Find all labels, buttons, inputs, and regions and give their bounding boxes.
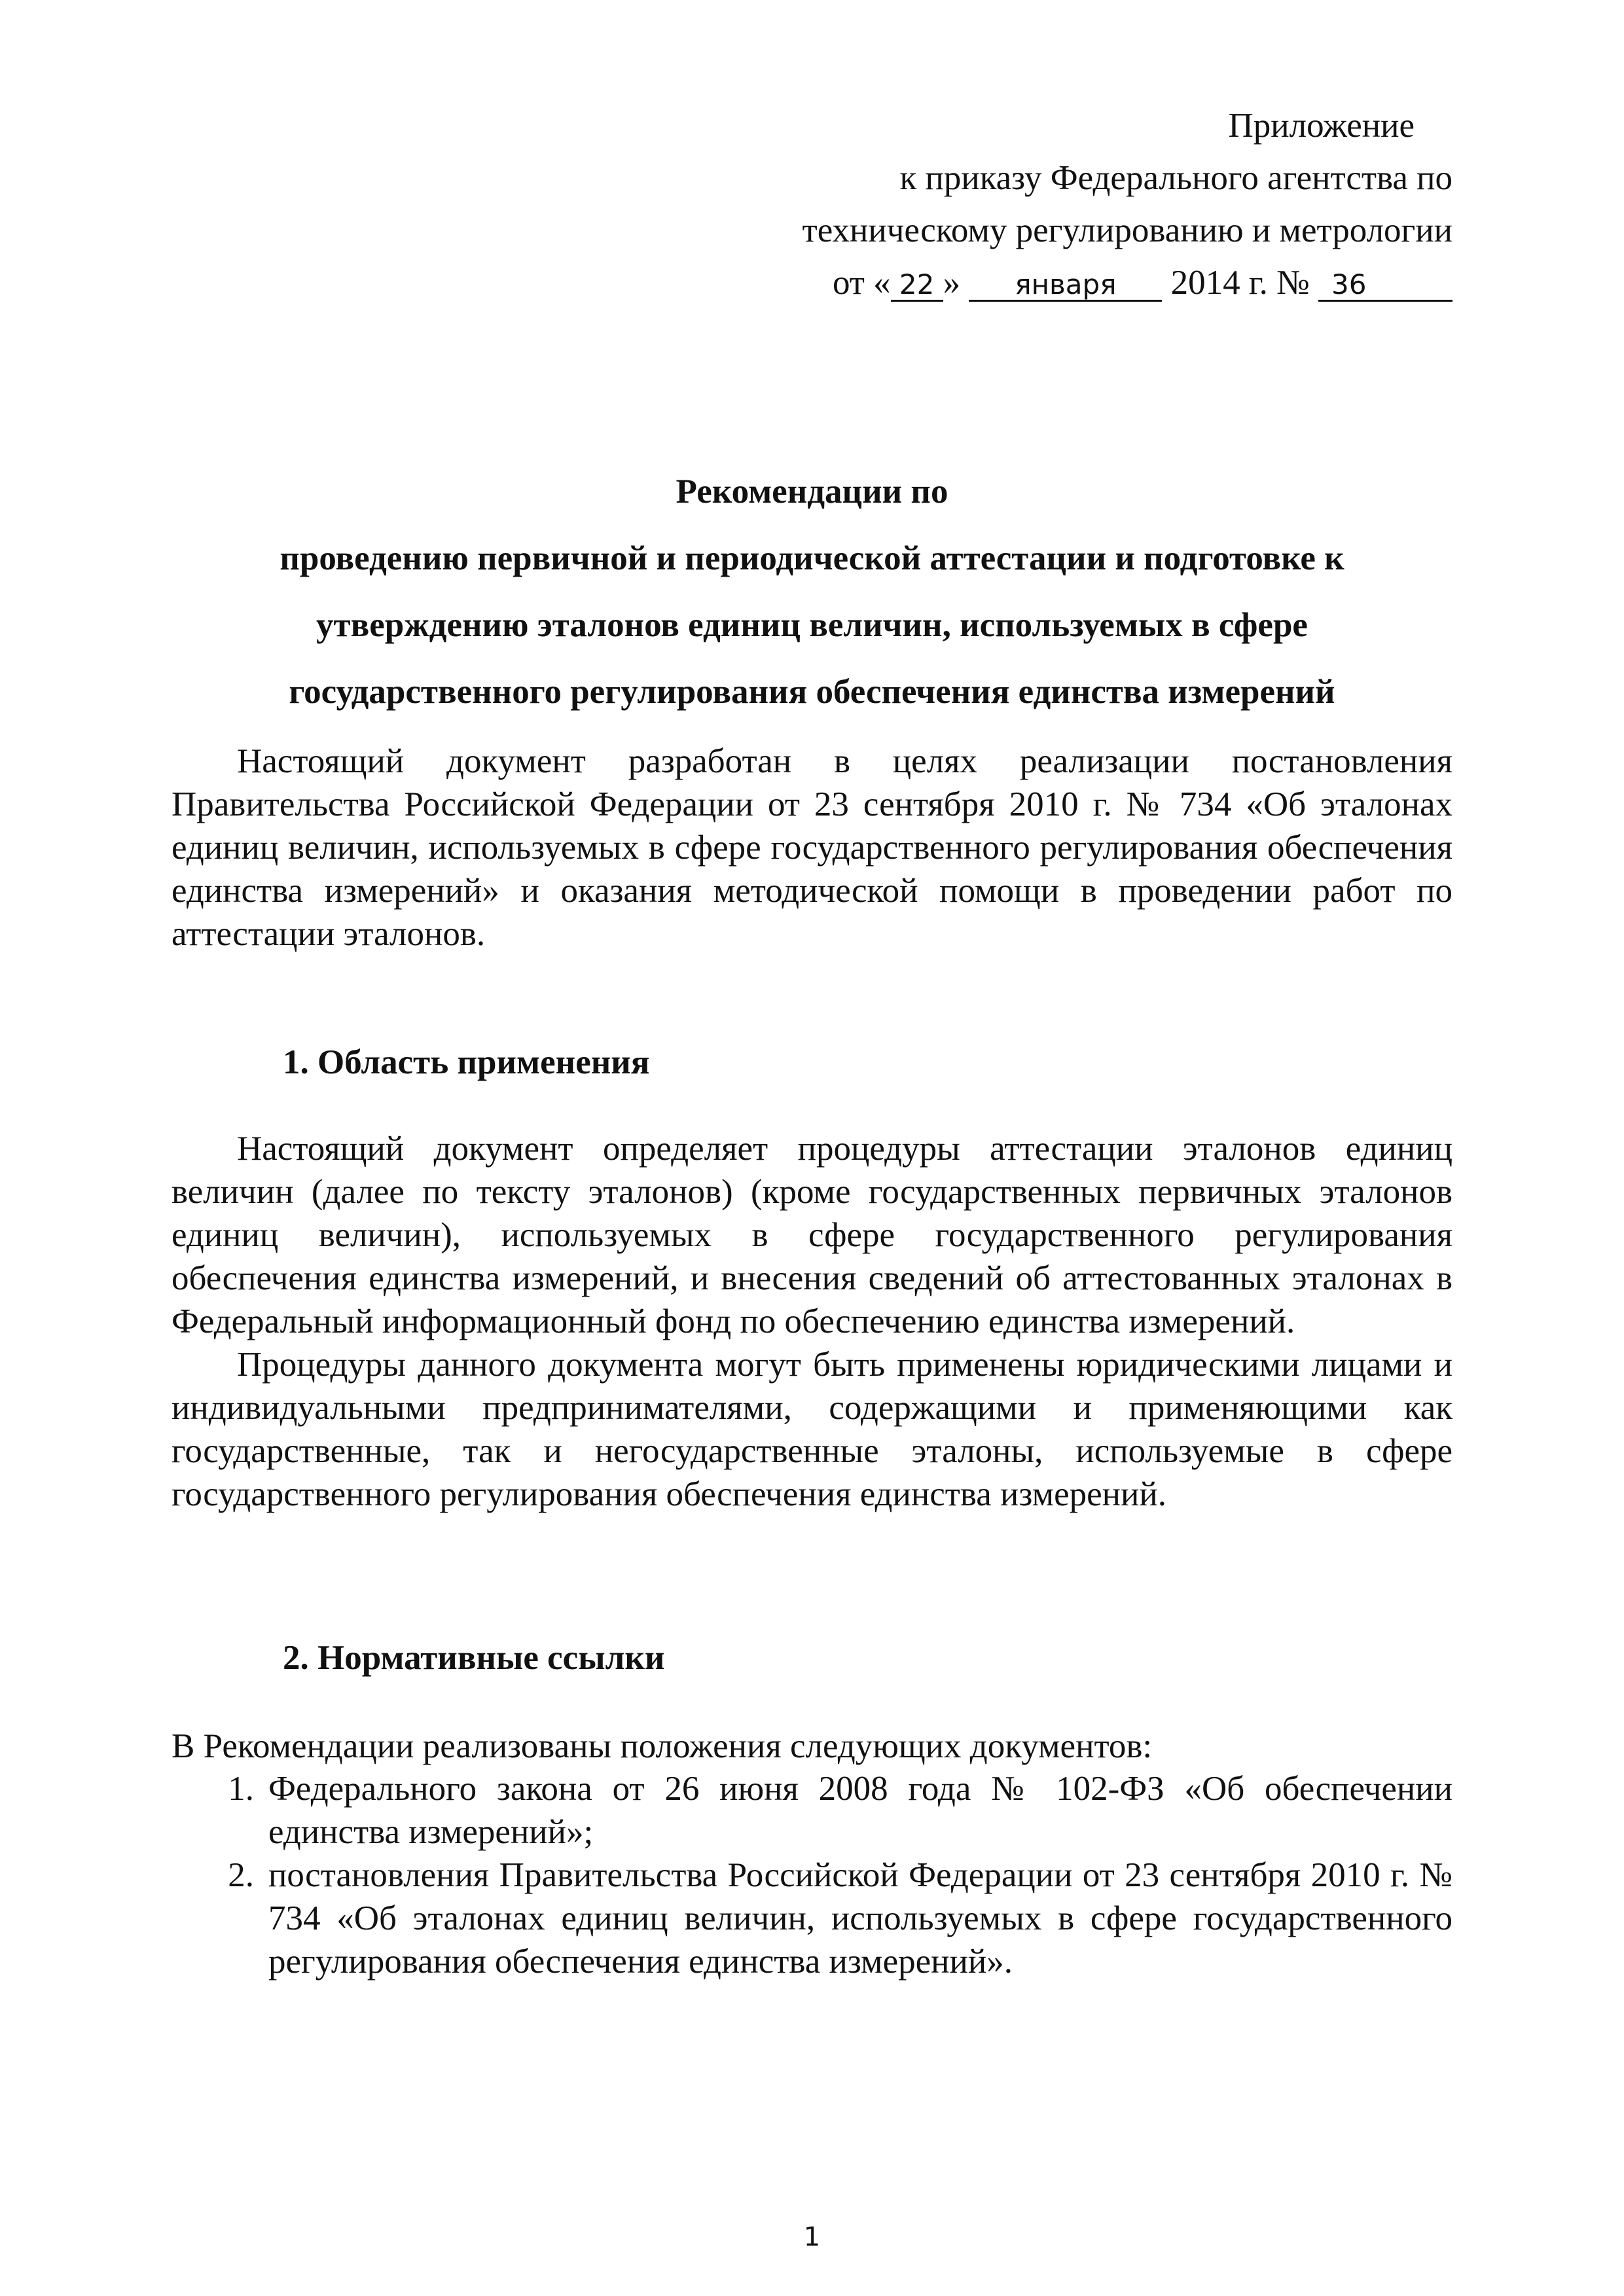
order-month: января — [969, 270, 1162, 302]
section-1-paragraph-2: Процедуры данного документа могут быть применены юридическими лицами и индивидуальными предпринимателями, содержащими и применяющими как государственные, так и негосударственные эталоны, используемые в сфере государственного регулирования обеспечения единства измерений. — [171, 1346, 1453, 1513]
order-day: 22 — [891, 270, 943, 302]
list-item — [171, 1767, 1453, 1854]
page-number: 1 — [803, 2222, 821, 2252]
list-item-text: постановления Правительства Российской Федерации от 23 сентября 2010 г. № 734 «Об эталонах единиц величин, используемых в сфере государственного регулирования обеспечения единства измерений». — [268, 1856, 1453, 1981]
section-1-paragraph-1: Настоящий документ определяет процедуры аттестации эталонов единиц величин (далее по тексту эталонов) (кроме государственных первичных эталонов единиц величин), используемых в сфере государственного регулирования обеспечения единства измерений, и внесения сведений об аттестованных эталонах в Федеральный информационный фонд по обеспечению единства измерений. — [171, 1130, 1453, 1340]
section-1-heading: 1. Область применения — [283, 1043, 650, 1081]
references-lead: В Рекомендации реализованы положения следующих документов: — [171, 1727, 1153, 1765]
references-list — [171, 1767, 1453, 1983]
date-mid: » — [943, 264, 961, 302]
date-prefix: от « — [832, 264, 891, 302]
list-item-number: 1. — [228, 1770, 254, 1808]
title-line-1: Рекомендации по — [676, 473, 948, 511]
section-1-body — [171, 1127, 1453, 1516]
title-line-2: проведению первичной и периодической аттестации и подготовке к — [280, 539, 1344, 577]
document-title — [171, 458, 1453, 725]
title-line-3: утверждению эталонов единиц величин, используемых в сфере — [316, 606, 1308, 644]
appendix-line-2: техническому регулированию и метрологии — [802, 211, 1453, 249]
list-item-number: 2. — [228, 1856, 254, 1894]
appendix-title: Приложение — [1228, 107, 1415, 145]
intro-block — [171, 740, 1453, 956]
order-year: 2014 г. — [1170, 264, 1268, 302]
order-number: 36 — [1318, 270, 1453, 302]
number-sign: № — [1276, 264, 1310, 302]
title-line-4: государственного регулирования обеспечения единства измерений — [289, 673, 1335, 711]
order-date-line — [833, 262, 1453, 304]
list-item — [171, 1854, 1453, 1983]
intro-paragraph: Настоящий документ разработан в целях реализации постановления Правительства Российской Федерации от 23 сентября 2010 г. № 734 «Об эталонах единиц величин, используемых в сфере государственного регулирования обеспечения единства измерений» и оказания методической помощи в проведении работ по аттестации эталонов. — [171, 742, 1453, 953]
list-item-text: Федерального закона от 26 июня 2008 года № 102-ФЗ «Об обеспечении единства измерений»; — [268, 1770, 1453, 1851]
section-2-heading: 2. Нормативные ссылки — [283, 1639, 665, 1677]
appendix-line-1: к приказу Федерального агентства по — [899, 159, 1453, 197]
